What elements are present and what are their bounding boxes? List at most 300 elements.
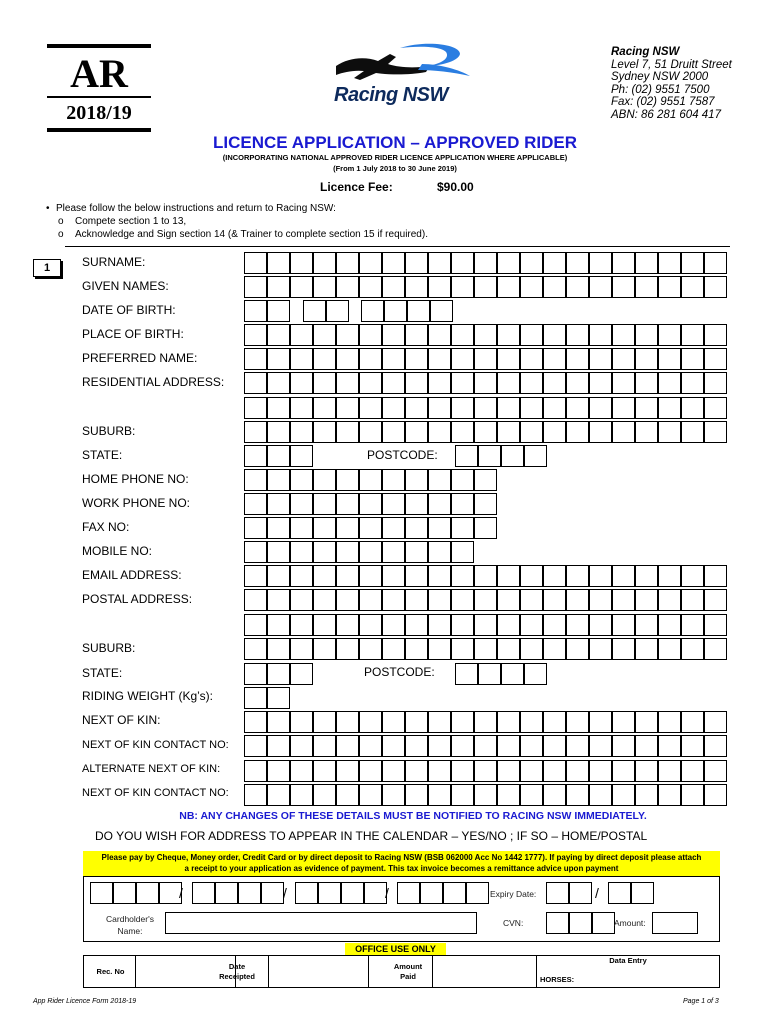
- character-box[interactable]: [382, 348, 405, 370]
- character-box[interactable]: [681, 276, 704, 298]
- character-box[interactable]: [566, 348, 589, 370]
- character-box[interactable]: [520, 735, 543, 757]
- character-box[interactable]: [704, 348, 727, 370]
- character-box[interactable]: [474, 348, 497, 370]
- character-box[interactable]: [501, 663, 524, 685]
- character-box[interactable]: [244, 589, 267, 611]
- character-box[interactable]: [359, 421, 382, 443]
- home-phone-boxes[interactable]: [244, 469, 497, 491]
- character-box[interactable]: [704, 372, 727, 394]
- character-box[interactable]: [405, 517, 428, 539]
- character-box[interactable]: [658, 638, 681, 660]
- character-box[interactable]: [244, 541, 267, 563]
- character-box[interactable]: [635, 421, 658, 443]
- character-box[interactable]: [290, 324, 313, 346]
- postal-address-boxes[interactable]: [244, 589, 727, 611]
- character-box[interactable]: [451, 469, 474, 491]
- character-box[interactable]: [497, 252, 520, 274]
- postcode-boxes[interactable]: [455, 663, 547, 685]
- character-box[interactable]: [520, 638, 543, 660]
- character-box[interactable]: [451, 541, 474, 563]
- character-box[interactable]: [658, 614, 681, 636]
- character-box[interactable]: [336, 541, 359, 563]
- character-box[interactable]: [290, 348, 313, 370]
- character-box[interactable]: [290, 276, 313, 298]
- character-box[interactable]: [524, 663, 547, 685]
- character-box[interactable]: [589, 711, 612, 733]
- character-box[interactable]: [359, 638, 382, 660]
- character-box[interactable]: [658, 348, 681, 370]
- character-box[interactable]: [326, 300, 349, 322]
- character-box[interactable]: [474, 493, 497, 515]
- character-box[interactable]: [267, 760, 290, 782]
- character-box[interactable]: [313, 589, 336, 611]
- character-box[interactable]: [313, 348, 336, 370]
- character-box[interactable]: [382, 589, 405, 611]
- character-box[interactable]: [474, 711, 497, 733]
- character-box[interactable]: [313, 614, 336, 636]
- character-box[interactable]: [566, 589, 589, 611]
- character-box[interactable]: [244, 324, 267, 346]
- character-box[interactable]: [566, 252, 589, 274]
- character-box[interactable]: [290, 421, 313, 443]
- character-box[interactable]: [382, 324, 405, 346]
- character-box[interactable]: [681, 614, 704, 636]
- character-box[interactable]: [497, 638, 520, 660]
- character-box[interactable]: [589, 760, 612, 782]
- character-box[interactable]: [635, 276, 658, 298]
- character-box[interactable]: [612, 324, 635, 346]
- state-boxes[interactable]: [244, 445, 313, 467]
- character-box[interactable]: [428, 421, 451, 443]
- character-box[interactable]: [428, 735, 451, 757]
- character-box[interactable]: [428, 397, 451, 419]
- character-box[interactable]: [361, 300, 384, 322]
- character-box[interactable]: [290, 445, 313, 467]
- character-box[interactable]: [290, 735, 313, 757]
- character-box[interactable]: [359, 348, 382, 370]
- character-box[interactable]: [566, 735, 589, 757]
- alternate-next-of-kin-boxes[interactable]: [244, 760, 727, 782]
- character-box[interactable]: [612, 638, 635, 660]
- character-box[interactable]: [303, 300, 326, 322]
- character-box[interactable]: [290, 760, 313, 782]
- character-box[interactable]: [267, 784, 290, 806]
- character-box[interactable]: [520, 397, 543, 419]
- character-box[interactable]: [543, 397, 566, 419]
- character-box[interactable]: [658, 711, 681, 733]
- character-box[interactable]: [382, 372, 405, 394]
- character-box[interactable]: [635, 252, 658, 274]
- character-box[interactable]: [428, 541, 451, 563]
- character-box[interactable]: [313, 517, 336, 539]
- character-box[interactable]: [428, 638, 451, 660]
- character-box[interactable]: [267, 614, 290, 636]
- character-box[interactable]: [474, 760, 497, 782]
- character-box[interactable]: [704, 589, 727, 611]
- character-box[interactable]: [405, 760, 428, 782]
- character-box[interactable]: [405, 348, 428, 370]
- character-box[interactable]: [290, 589, 313, 611]
- character-box[interactable]: [244, 421, 267, 443]
- character-box[interactable]: [244, 397, 267, 419]
- character-box[interactable]: [520, 565, 543, 587]
- character-box[interactable]: [589, 324, 612, 346]
- character-box[interactable]: [520, 252, 543, 274]
- suburb-boxes[interactable]: [244, 421, 727, 443]
- character-box[interactable]: [405, 397, 428, 419]
- character-box[interactable]: [244, 663, 267, 685]
- character-box[interactable]: [635, 324, 658, 346]
- character-box[interactable]: [336, 348, 359, 370]
- character-box[interactable]: [589, 589, 612, 611]
- character-box[interactable]: [681, 589, 704, 611]
- character-box[interactable]: [267, 589, 290, 611]
- character-box[interactable]: [382, 565, 405, 587]
- character-box[interactable]: [313, 565, 336, 587]
- character-box[interactable]: [612, 735, 635, 757]
- character-box[interactable]: [520, 372, 543, 394]
- character-box[interactable]: [267, 324, 290, 346]
- dob-month-boxes[interactable]: [303, 300, 349, 322]
- character-box[interactable]: [474, 421, 497, 443]
- character-box[interactable]: [336, 493, 359, 515]
- character-box[interactable]: [543, 324, 566, 346]
- character-box[interactable]: [497, 348, 520, 370]
- character-box[interactable]: [405, 589, 428, 611]
- character-box[interactable]: [612, 252, 635, 274]
- character-box[interactable]: [336, 711, 359, 733]
- character-box[interactable]: [405, 252, 428, 274]
- character-box[interactable]: [589, 638, 612, 660]
- character-box[interactable]: [382, 493, 405, 515]
- character-box[interactable]: [290, 493, 313, 515]
- character-box[interactable]: [543, 711, 566, 733]
- character-box[interactable]: [313, 784, 336, 806]
- character-box[interactable]: [520, 614, 543, 636]
- character-box[interactable]: [474, 397, 497, 419]
- character-box[interactable]: [612, 348, 635, 370]
- character-box[interactable]: [267, 445, 290, 467]
- character-box[interactable]: [658, 565, 681, 587]
- character-box[interactable]: [589, 421, 612, 443]
- character-box[interactable]: [451, 324, 474, 346]
- character-box[interactable]: [635, 784, 658, 806]
- preferred-name-boxes[interactable]: [244, 348, 727, 370]
- character-box[interactable]: [589, 276, 612, 298]
- character-box[interactable]: [359, 252, 382, 274]
- character-box[interactable]: [681, 565, 704, 587]
- character-box[interactable]: [704, 638, 727, 660]
- character-box[interactable]: [244, 614, 267, 636]
- given-names-boxes[interactable]: [244, 276, 727, 298]
- postcode-boxes[interactable]: [455, 445, 547, 467]
- character-box[interactable]: [566, 324, 589, 346]
- character-box[interactable]: [290, 638, 313, 660]
- character-box[interactable]: [244, 493, 267, 515]
- character-box[interactable]: [244, 638, 267, 660]
- character-box[interactable]: [244, 711, 267, 733]
- character-box[interactable]: [543, 276, 566, 298]
- dob-day-boxes[interactable]: [244, 300, 290, 322]
- character-box[interactable]: [359, 735, 382, 757]
- character-box[interactable]: [497, 784, 520, 806]
- character-box[interactable]: [589, 397, 612, 419]
- character-box[interactable]: [704, 614, 727, 636]
- character-box[interactable]: [382, 517, 405, 539]
- character-box[interactable]: [474, 252, 497, 274]
- character-box[interactable]: [290, 711, 313, 733]
- character-box[interactable]: [658, 324, 681, 346]
- character-box[interactable]: [451, 372, 474, 394]
- character-box[interactable]: [336, 638, 359, 660]
- character-box[interactable]: [267, 421, 290, 443]
- character-box[interactable]: [543, 638, 566, 660]
- character-box[interactable]: [520, 784, 543, 806]
- character-box[interactable]: [681, 324, 704, 346]
- character-box[interactable]: [635, 735, 658, 757]
- character-box[interactable]: [244, 252, 267, 274]
- character-box[interactable]: [267, 687, 290, 709]
- character-box[interactable]: [704, 324, 727, 346]
- character-box[interactable]: [428, 276, 451, 298]
- work-phone-boxes[interactable]: [244, 493, 497, 515]
- character-box[interactable]: [497, 589, 520, 611]
- character-box[interactable]: [681, 784, 704, 806]
- character-box[interactable]: [451, 735, 474, 757]
- character-box[interactable]: [589, 614, 612, 636]
- character-box[interactable]: [359, 276, 382, 298]
- character-box[interactable]: [681, 397, 704, 419]
- character-box[interactable]: [405, 469, 428, 491]
- character-box[interactable]: [497, 372, 520, 394]
- character-box[interactable]: [520, 276, 543, 298]
- character-box[interactable]: [428, 517, 451, 539]
- character-box[interactable]: [313, 276, 336, 298]
- character-box[interactable]: [382, 784, 405, 806]
- character-box[interactable]: [382, 711, 405, 733]
- character-box[interactable]: [359, 711, 382, 733]
- character-box[interactable]: [405, 541, 428, 563]
- character-box[interactable]: [267, 276, 290, 298]
- character-box[interactable]: [497, 565, 520, 587]
- character-box[interactable]: [313, 760, 336, 782]
- character-box[interactable]: [359, 565, 382, 587]
- surname-boxes[interactable]: [244, 252, 727, 274]
- character-box[interactable]: [244, 372, 267, 394]
- character-box[interactable]: [658, 252, 681, 274]
- character-box[interactable]: [612, 614, 635, 636]
- character-box[interactable]: [359, 397, 382, 419]
- character-box[interactable]: [501, 445, 524, 467]
- character-box[interactable]: [313, 711, 336, 733]
- character-box[interactable]: [244, 300, 267, 322]
- character-box[interactable]: [704, 735, 727, 757]
- character-box[interactable]: [566, 421, 589, 443]
- character-box[interactable]: [359, 589, 382, 611]
- character-box[interactable]: [244, 735, 267, 757]
- character-box[interactable]: [267, 735, 290, 757]
- character-box[interactable]: [704, 276, 727, 298]
- character-box[interactable]: [428, 711, 451, 733]
- character-box[interactable]: [405, 276, 428, 298]
- character-box[interactable]: [474, 324, 497, 346]
- character-box[interactable]: [543, 760, 566, 782]
- character-box[interactable]: [359, 469, 382, 491]
- character-box[interactable]: [336, 372, 359, 394]
- character-box[interactable]: [658, 784, 681, 806]
- character-box[interactable]: [612, 589, 635, 611]
- character-box[interactable]: [290, 372, 313, 394]
- character-box[interactable]: [520, 760, 543, 782]
- character-box[interactable]: [267, 638, 290, 660]
- character-box[interactable]: [267, 397, 290, 419]
- residential-address-boxes[interactable]: [244, 372, 727, 394]
- character-box[interactable]: [405, 711, 428, 733]
- character-box[interactable]: [497, 735, 520, 757]
- character-box[interactable]: [543, 784, 566, 806]
- character-box[interactable]: [474, 784, 497, 806]
- character-box[interactable]: [455, 663, 478, 685]
- character-box[interactable]: [658, 421, 681, 443]
- character-box[interactable]: [497, 276, 520, 298]
- character-box[interactable]: [428, 614, 451, 636]
- character-box[interactable]: [267, 372, 290, 394]
- character-box[interactable]: [267, 711, 290, 733]
- character-box[interactable]: [267, 300, 290, 322]
- riding-weight-boxes[interactable]: [244, 687, 290, 709]
- character-box[interactable]: [267, 541, 290, 563]
- character-box[interactable]: [267, 517, 290, 539]
- character-box[interactable]: [313, 397, 336, 419]
- character-box[interactable]: [566, 397, 589, 419]
- email-boxes[interactable]: [244, 565, 727, 587]
- character-box[interactable]: [451, 493, 474, 515]
- character-box[interactable]: [635, 372, 658, 394]
- character-box[interactable]: [244, 687, 267, 709]
- alternate-next-of-kin-contact-boxes[interactable]: [244, 784, 727, 806]
- character-box[interactable]: [612, 784, 635, 806]
- character-box[interactable]: [290, 252, 313, 274]
- character-box[interactable]: [543, 252, 566, 274]
- character-box[interactable]: [566, 565, 589, 587]
- character-box[interactable]: [520, 711, 543, 733]
- character-box[interactable]: [451, 421, 474, 443]
- character-box[interactable]: [336, 565, 359, 587]
- character-box[interactable]: [612, 397, 635, 419]
- character-box[interactable]: [474, 276, 497, 298]
- character-box[interactable]: [359, 541, 382, 563]
- character-box[interactable]: [497, 711, 520, 733]
- character-box[interactable]: [313, 735, 336, 757]
- character-box[interactable]: [451, 589, 474, 611]
- character-box[interactable]: [313, 469, 336, 491]
- character-box[interactable]: [359, 493, 382, 515]
- character-box[interactable]: [428, 372, 451, 394]
- character-box[interactable]: [474, 589, 497, 611]
- character-box[interactable]: [478, 445, 501, 467]
- fax-boxes[interactable]: [244, 517, 497, 539]
- mobile-boxes[interactable]: [244, 541, 474, 563]
- character-box[interactable]: [336, 614, 359, 636]
- character-box[interactable]: [405, 565, 428, 587]
- character-box[interactable]: [681, 372, 704, 394]
- character-box[interactable]: [451, 348, 474, 370]
- character-box[interactable]: [267, 252, 290, 274]
- character-box[interactable]: [704, 565, 727, 587]
- character-box[interactable]: [612, 760, 635, 782]
- character-box[interactable]: [474, 735, 497, 757]
- character-box[interactable]: [681, 638, 704, 660]
- character-box[interactable]: [589, 735, 612, 757]
- character-box[interactable]: [451, 565, 474, 587]
- character-box[interactable]: [704, 397, 727, 419]
- character-box[interactable]: [313, 421, 336, 443]
- character-box[interactable]: [681, 421, 704, 443]
- character-box[interactable]: [635, 397, 658, 419]
- character-box[interactable]: [658, 276, 681, 298]
- character-box[interactable]: [244, 445, 267, 467]
- character-box[interactable]: [612, 276, 635, 298]
- character-box[interactable]: [589, 372, 612, 394]
- character-box[interactable]: [290, 541, 313, 563]
- character-box[interactable]: [405, 372, 428, 394]
- character-box[interactable]: [635, 565, 658, 587]
- character-box[interactable]: [359, 372, 382, 394]
- character-box[interactable]: [612, 372, 635, 394]
- character-box[interactable]: [428, 493, 451, 515]
- character-box[interactable]: [382, 638, 405, 660]
- character-box[interactable]: [520, 348, 543, 370]
- character-box[interactable]: [497, 760, 520, 782]
- character-box[interactable]: [543, 421, 566, 443]
- character-box[interactable]: [336, 397, 359, 419]
- character-box[interactable]: [520, 589, 543, 611]
- character-box[interactable]: [658, 397, 681, 419]
- character-box[interactable]: [290, 565, 313, 587]
- character-box[interactable]: [635, 589, 658, 611]
- character-box[interactable]: [658, 735, 681, 757]
- character-box[interactable]: [543, 614, 566, 636]
- character-box[interactable]: [681, 348, 704, 370]
- character-box[interactable]: [474, 614, 497, 636]
- character-box[interactable]: [267, 663, 290, 685]
- character-box[interactable]: [612, 421, 635, 443]
- character-box[interactable]: [474, 469, 497, 491]
- character-box[interactable]: [566, 638, 589, 660]
- character-box[interactable]: [405, 614, 428, 636]
- character-box[interactable]: [704, 421, 727, 443]
- character-box[interactable]: [428, 589, 451, 611]
- character-box[interactable]: [474, 638, 497, 660]
- character-box[interactable]: [635, 711, 658, 733]
- character-box[interactable]: [589, 348, 612, 370]
- character-box[interactable]: [566, 784, 589, 806]
- character-box[interactable]: [455, 445, 478, 467]
- character-box[interactable]: [451, 276, 474, 298]
- character-box[interactable]: [244, 760, 267, 782]
- character-box[interactable]: [290, 663, 313, 685]
- character-box[interactable]: [566, 614, 589, 636]
- character-box[interactable]: [405, 324, 428, 346]
- character-box[interactable]: [267, 469, 290, 491]
- character-box[interactable]: [474, 372, 497, 394]
- character-box[interactable]: [428, 252, 451, 274]
- character-box[interactable]: [382, 760, 405, 782]
- character-box[interactable]: [336, 469, 359, 491]
- character-box[interactable]: [451, 784, 474, 806]
- character-box[interactable]: [478, 663, 501, 685]
